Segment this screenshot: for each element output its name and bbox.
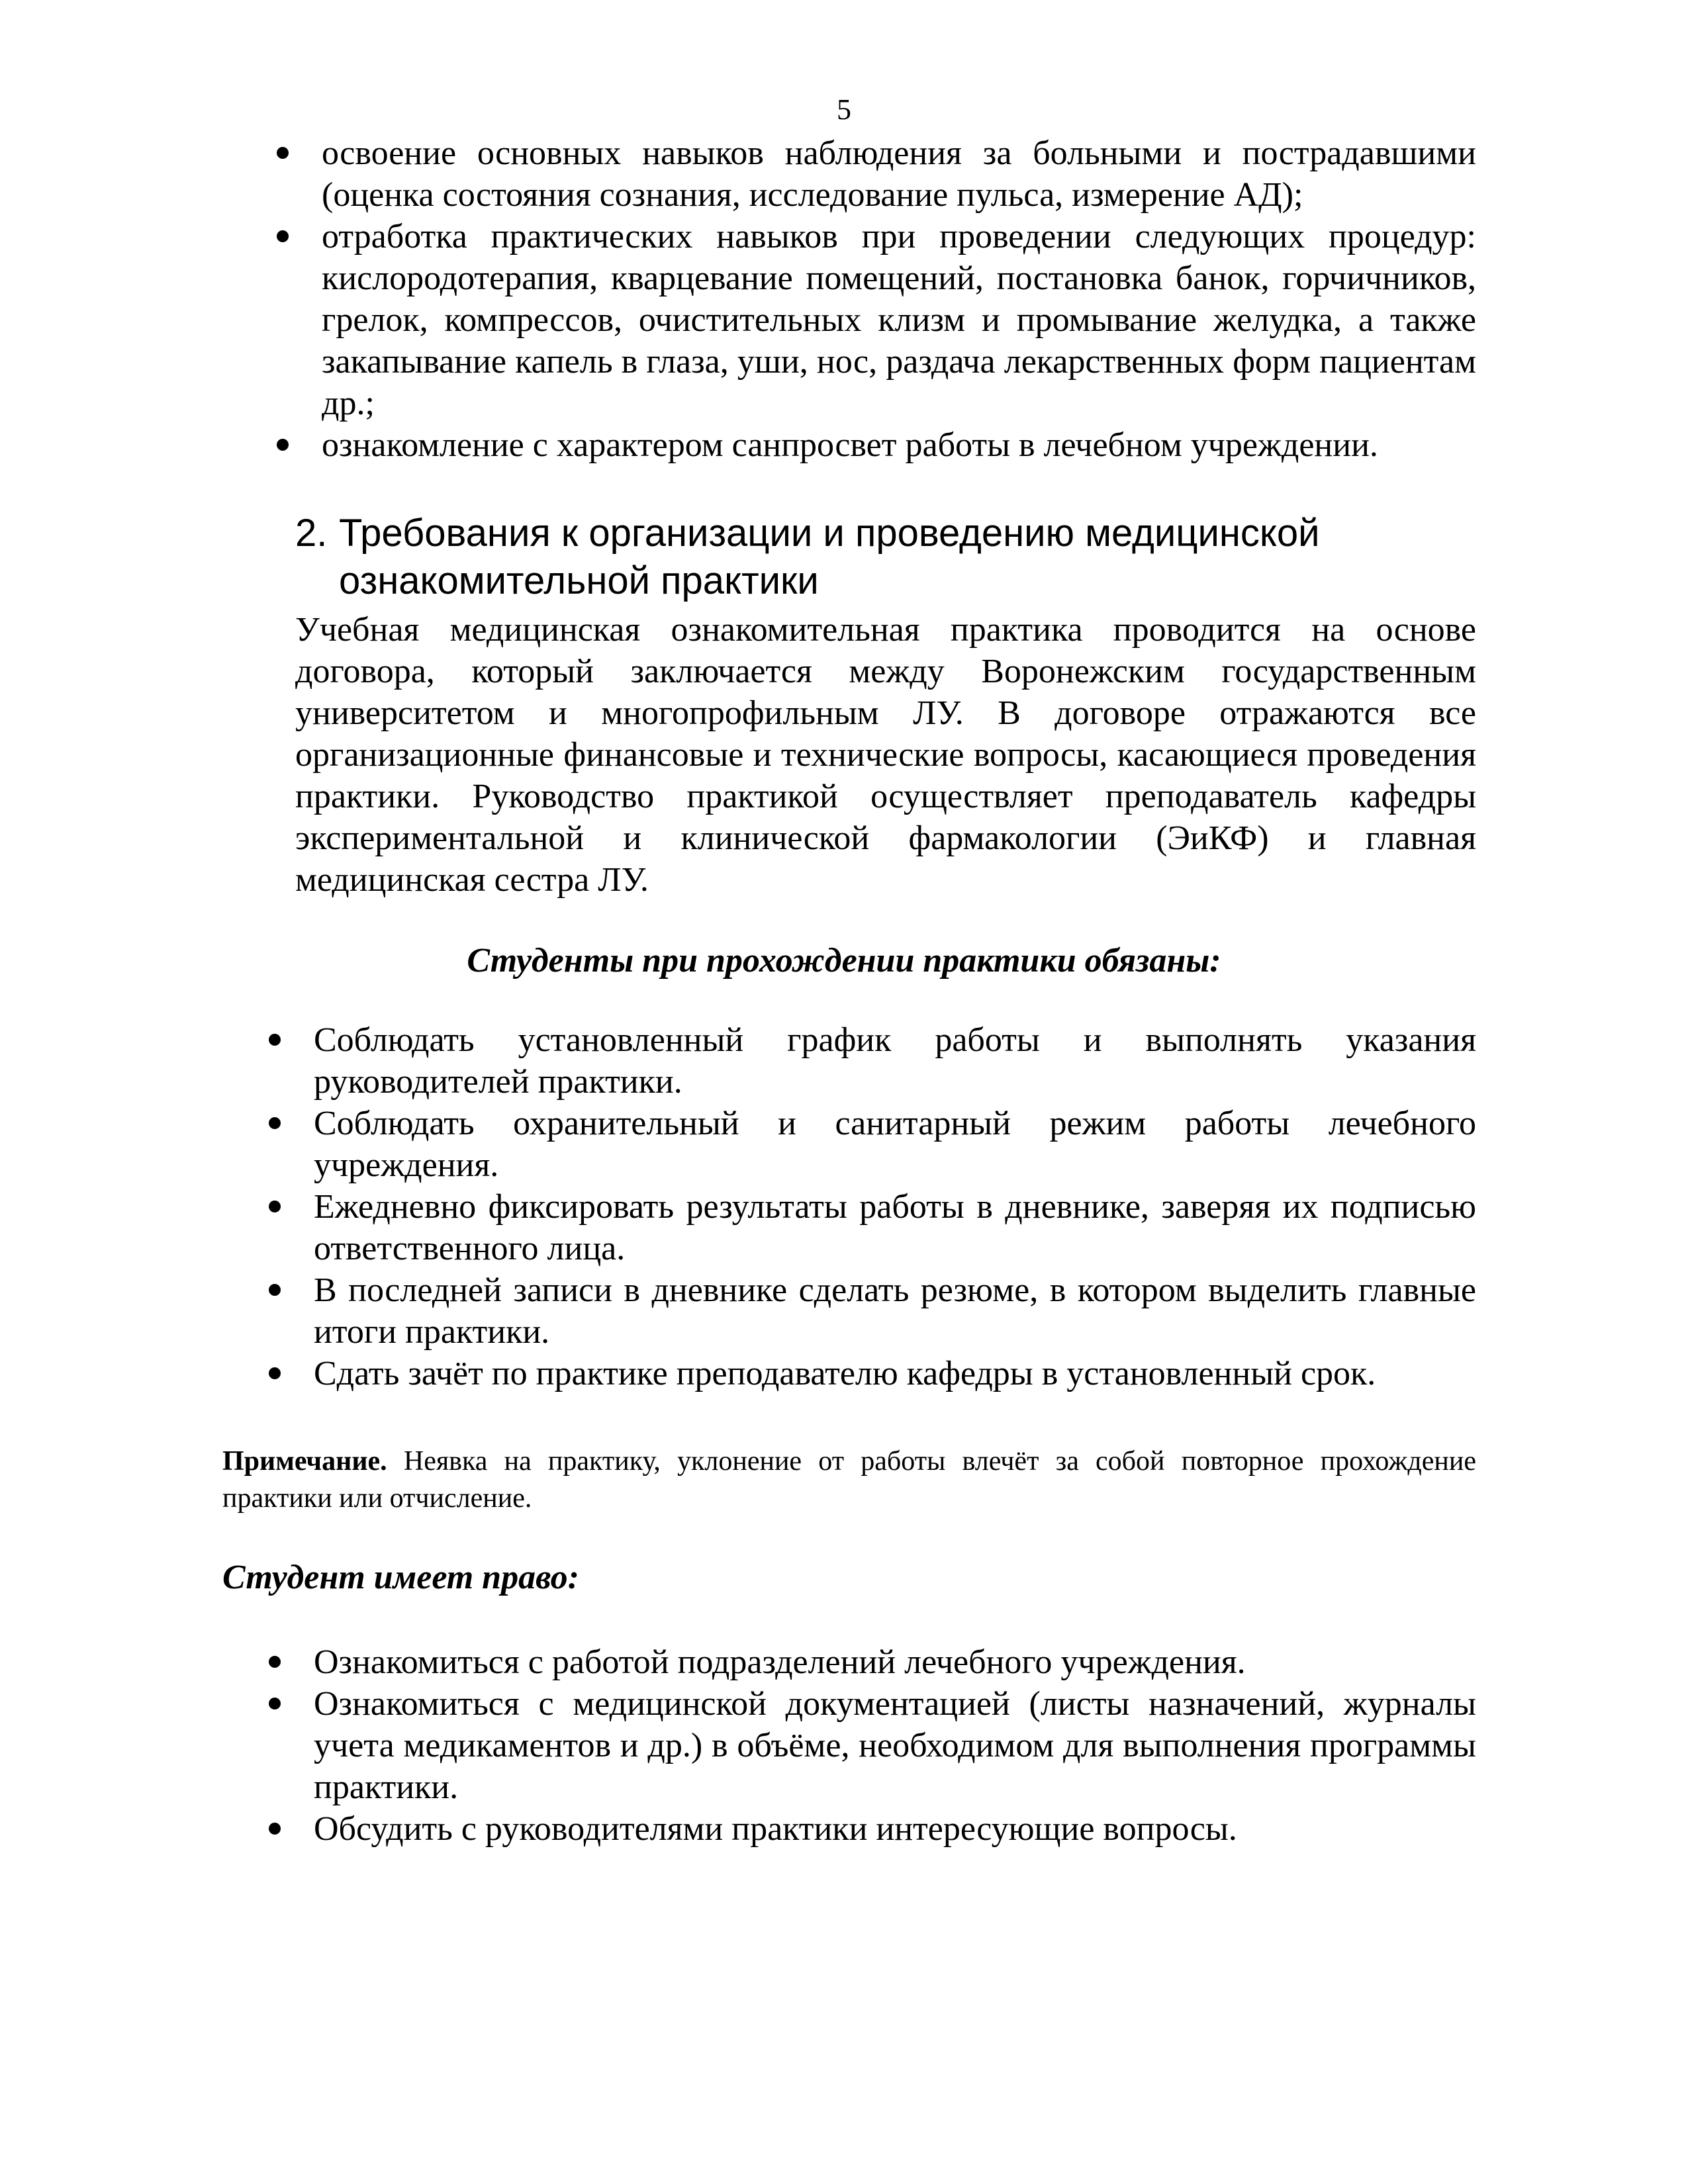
list-item: Соблюдать установленный график работы и выполнять указания руководителей практики. [314, 1019, 1476, 1103]
note-label: Примечание. [222, 1446, 387, 1477]
duties-heading: Студенты при прохождении практики обязаны: [467, 942, 1221, 979]
rights-heading: Студент имеет право: [222, 1559, 579, 1596]
section-number: 2. [295, 512, 328, 555]
list-item: Сдать зачёт по практике преподавателю кафедры в установленный срок. [314, 1353, 1476, 1394]
list-item: Обсудить с руководителями практики интересующие вопросы. [314, 1808, 1476, 1850]
list-item: Ознакомиться с медицинской документацией (листы назначений, журналы учета медикаментов и др.) в объёме, необходимом для выполнения программы практики. [314, 1683, 1476, 1808]
section-2 [0, 510, 1688, 901]
duties-list [0, 1019, 1688, 1394]
note-text: Неявка на практику, уклонение от работы влечёт за собой повторное прохождение практики или отчисление. [222, 1446, 1477, 1514]
list-item: Ежедневно фиксировать результаты работы в дневнике, заверяя их подписью ответственного лица. [314, 1186, 1476, 1269]
list-item: освоение основных навыков наблюдения за больными и пострадавшими (оценка состояния сознания, исследование пульса, измерение АД); [322, 132, 1476, 216]
list-item: В последней записи в дневнике сделать резюме, в котором выделить главные итоги практики. [314, 1269, 1476, 1353]
note [222, 1443, 1476, 1517]
objectives-list [0, 132, 1688, 466]
list-item: отработка практических навыков при проведении следующих процедур: кислородотерапия, кварцевание помещений, постановка банок, горчичников, грелок, компрессов, очистительных клизм и промывание желудка, а также закапывание капель в глаза, уши, нос, раздача лекарственных форм пациентам др.; [322, 216, 1476, 424]
list-item: Соблюдать охранительный и санитарный режим работы лечебного учреждения. [314, 1103, 1476, 1186]
page-number: 5 [837, 93, 851, 126]
section-title: Требования к организации и проведению медицинской ознакомительной практики [339, 512, 1320, 602]
list-item: ознакомление с характером санпросвет работы в лечебном учреждении. [322, 424, 1476, 466]
list-item: Ознакомиться с работой подразделений лечебного учреждения. [314, 1641, 1476, 1683]
rights-list [0, 1641, 1688, 1850]
section-paragraph: Учебная медицинская ознакомительная практика проводится на основе договора, который заключается между Воронежским государственным университетом и многопрофильным ЛУ. В договоре отражаются все организационные финансовые и технические вопросы, касающиеся проведения практики. Руководство практикой осуществляет преподаватель кафедры экспериментальной и клинической фармакологии (ЭиКФ) и главная медицинская сестра ЛУ. [295, 611, 1476, 899]
